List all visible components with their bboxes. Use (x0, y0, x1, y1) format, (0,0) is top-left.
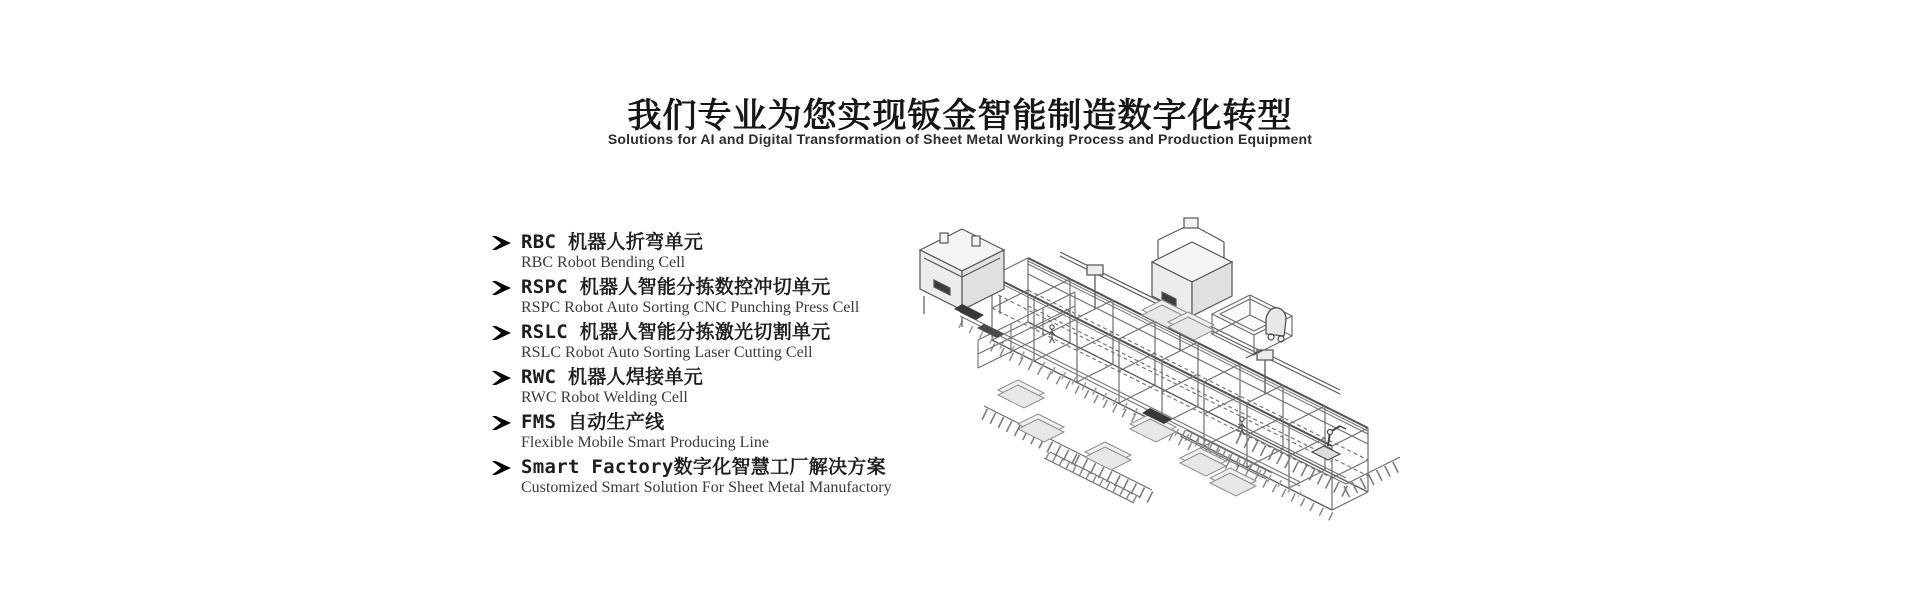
solution-item-fms (492, 411, 922, 452)
solution-item-rslc (492, 321, 922, 362)
arrow-right-icon (492, 326, 511, 340)
solution-item-rspc (492, 276, 922, 317)
arrow-right-icon (492, 416, 511, 430)
solution-item-rwc (492, 366, 922, 407)
solution-subtitle-en: RWC Robot Welding Cell (521, 389, 688, 406)
production-line-isometric-illustration (900, 200, 1430, 540)
solution-title-zh: RSLC 机器人智能分拣激光切割单元 (521, 321, 831, 343)
solution-title-zh: RBC 机器人折弯单元 (521, 231, 704, 253)
page-subtitle: Solutions for AI and Digital Transformation of Sheet Metal Working Process and Production Equipment (607, 131, 1313, 147)
solution-title-zh: FMS 自动生产线 (521, 411, 665, 433)
solution-subtitle-en: Flexible Mobile Smart Producing Line (521, 434, 769, 451)
arrow-right-icon (492, 461, 511, 475)
solution-item-rbc (492, 231, 922, 272)
solutions-list (492, 231, 922, 501)
page-title: 我们专业为您实现钣金智能制造数字化转型 (627, 97, 1293, 135)
arrow-right-icon (492, 281, 511, 295)
solution-subtitle-en: RBC Robot Bending Cell (521, 254, 686, 271)
solution-subtitle-en: RSLC Robot Auto Sorting Laser Cutting Cell (521, 344, 813, 361)
arrow-right-icon (492, 236, 511, 250)
solution-title-zh: RWC 机器人焊接单元 (521, 366, 704, 388)
solution-item-smart-factory (492, 456, 922, 497)
solution-subtitle-en: Customized Smart Solution For Sheet Metal Manufactory (521, 479, 892, 496)
solution-subtitle-en: RSPC Robot Auto Sorting CNC Punching Press Cell (521, 299, 860, 316)
solution-title-zh: Smart Factory数字化智慧工厂解决方案 (521, 456, 886, 478)
arrow-right-icon (492, 371, 511, 385)
solution-title-zh: RSPC 机器人智能分拣数控冲切单元 (521, 276, 831, 298)
